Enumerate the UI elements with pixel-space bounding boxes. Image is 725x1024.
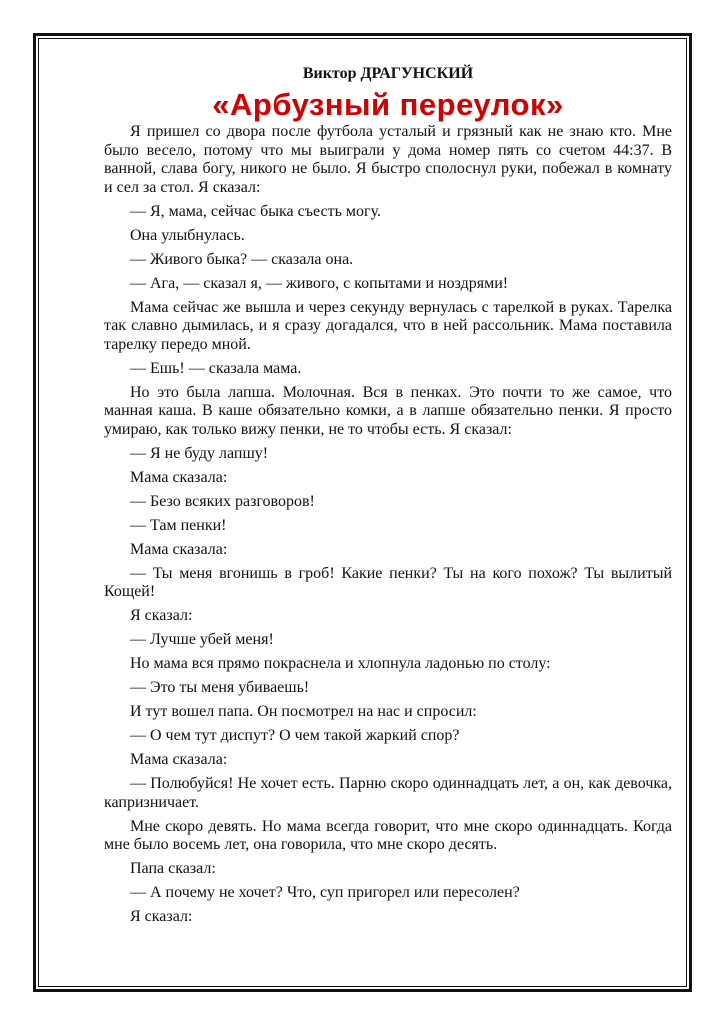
paragraph: Она улыбнулась. [130,226,245,244]
paragraph: Папа сказал: [130,860,216,877]
paragraph: Я пришел со двора после футбола усталый и грязный как не знаю кто. Мне было весело, потому что мы выиграли у дома номер пять со счетом 44:37. В ванной, слава богу, никого не было. Я быстро сполоснул руки, побежал в комнату и сел за стол. Я сказал: [104,123,672,196]
paragraph: И тут вошел папа. Он посмотрел на нас и спросил: [130,703,477,720]
paragraph: — Живого быка? — сказала она. [130,250,354,268]
paragraph: — Там пенки! [130,516,227,534]
paragraph: — Я, мама, сейчас быка съесть могу. [130,202,381,220]
paragraph: Мама сейчас же вышла и через секунду вернулась с тарелкой в руках. Тарелка так славно дымилась, и я сразу догадался, что в ней рассольник. Мама поставила тарелку передо мной. [104,298,672,353]
paragraph: — О чем тут диспут? О чем такой жаркий спор? [130,727,460,744]
paragraph: Но мама вся прямо покраснела и хлопнула ладонью по столу: [130,655,551,672]
paragraph: Но это была лапша. Молочная. Вся в пенках. Это почти то же самое, что манная каша. В каше обязательно комки, а в лапше обязательно пенки. Я просто умираю, как только вижу пенки, не то чтобы есть. Я сказал: [104,383,672,438]
paragraph: Мама сказала: [130,540,228,558]
paragraph: — Лучше убей меня! [130,631,274,648]
paragraph: Я сказал: [130,908,193,925]
paragraph: — А почему не хочет? Что, суп пригорел или пересолен? [130,884,520,901]
paragraph: Мне скоро девять. Но мама всегда говорит, что мне скоро одиннадцать. Когда мне было восемь лет, она говорила, что мне скоро десять. [104,817,672,853]
story-title: «Арбузный переулок» [212,87,564,122]
paragraph: — Безо всяких разговоров! [130,492,315,510]
paragraph: — Ешь! — сказала мама. [130,359,302,377]
paragraph: Мама сказала: [130,468,228,486]
story-text [104,123,672,932]
paragraph: — Ты меня вгонишь в гроб! Какие пенки? Ты на кого похож? Ты вылитый Кощей! [104,564,672,600]
paragraph: Я сказал: [130,607,193,624]
paragraph: — Это ты меня убиваешь! [130,679,310,696]
paragraph: — Ага, — сказал я, — живого, с копытами и ноздрями! [130,274,509,292]
paragraph: — Я не буду лапшу! [130,444,269,462]
paragraph: Мама сказала: [130,751,228,768]
author-name: Виктор ДРАГУНСКИЙ [302,65,474,82]
paragraph: — Полюбуйся! Не хочет есть. Парню скоро одиннадцать лет, а он, как девочка, капризничает. [104,775,672,811]
